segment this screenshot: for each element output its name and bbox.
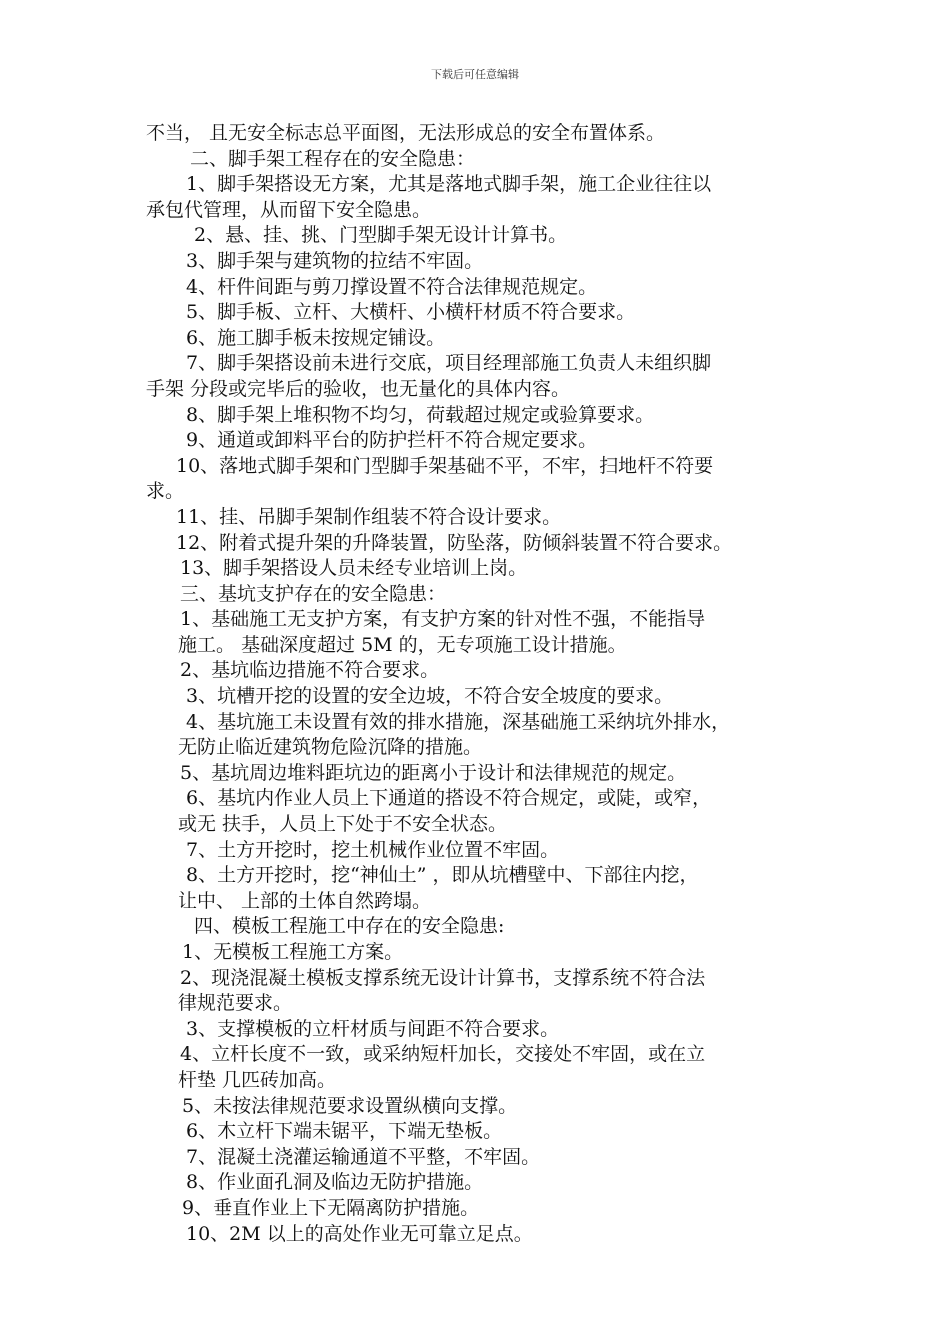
- text-line: 律规范要求。: [178, 992, 293, 1015]
- text-line: 不当， 且无安全标志总平面图，无法形成总的安全布置体系。: [146, 122, 666, 144]
- text-line: 10、落地式脚手架和门型脚手架基础不平，不牢，扫地杆不符要: [176, 454, 714, 477]
- text-line: 4、基坑施工未设置有效的排水措施，深基础施工采纳坑外排水，: [186, 710, 731, 733]
- text-line: 8、作业面孔洞及临边无防护措施。: [186, 1171, 484, 1194]
- text-line: 让中、 上部的土体自然跨塌。: [178, 889, 432, 912]
- text-line: 4、杆件间距与剪刀撑设置不符合法律规范规定。: [186, 275, 598, 298]
- text-line: 9、垂直作业上下无隔离防护措施。: [182, 1196, 480, 1219]
- section-heading: 三、基坑支护存在的安全隐患：: [180, 582, 447, 605]
- text-line: 手架 分段或完毕后的验收，也无量化的具体内容。: [146, 377, 571, 400]
- section-heading: 二、脚手架工程存在的安全隐患：: [190, 147, 476, 170]
- document-body: [0, 121, 950, 1247]
- text-line: 杆垫 几匹砖加高。: [178, 1068, 337, 1091]
- page-header: 下载后可任意编辑: [431, 68, 519, 81]
- text-line: 3、支撑模板的立杆材质与间距不符合要求。: [186, 1017, 560, 1040]
- text-line: 求。: [146, 480, 185, 503]
- text-line: 8、脚手架上堆积物不均匀，荷载超过规定或验算要求。: [186, 403, 655, 426]
- text-line: 无防止临近建筑物危险沉降的措施。: [178, 736, 483, 759]
- text-line: 8、土方开挖时，挖“神仙土” ，即从坑槽壁中、下部往内挖，: [186, 864, 699, 887]
- text-line: 4、立杆长度不一致，或采纳短杆加长，交接处不牢固，或在立: [180, 1043, 706, 1066]
- text-line: 7、混凝土浇灌运输通道不平整，不牢固。: [186, 1145, 541, 1168]
- text-line: 2、基坑临边措施不符合要求。: [180, 659, 440, 682]
- text-line: 6、基坑内作业人员上下通道的搭设不符合规定，或陡，或窄，: [186, 787, 712, 810]
- text-line: 10、2M 以上的高处作业无可靠立足点。: [186, 1222, 533, 1245]
- text-line: 3、坑槽开挖的设置的安全边坡，不符合安全坡度的要求。: [186, 685, 674, 708]
- text-line: 12、附着式提升架的升降装置，防坠落，防倾斜装置不符合要求。: [176, 531, 733, 554]
- text-line: 施工。 基础深度超过 5M 的，无专项施工设计措施。: [178, 633, 627, 656]
- text-line: 11、挂、吊脚手架制作组装不符合设计要求。: [176, 505, 562, 528]
- text-line: 13、脚手架搭设人员未经专业培训上岗。: [180, 557, 528, 580]
- text-line: 1、无模板工程施工方案。: [182, 941, 404, 963]
- text-line: 3、脚手架与建筑物的拉结不牢固。: [186, 249, 484, 272]
- text-line: 承包代管理，从而留下安全隐患。: [146, 198, 432, 221]
- text-line: 9、通道或卸料平台的防护拦杆不符合规定要求。: [186, 429, 598, 452]
- text-line: 2、悬、挂、挑、门型脚手架无设计计算书。: [194, 224, 568, 247]
- section-heading: 四、模板工程施工中存在的安全隐患:: [194, 915, 505, 938]
- text-line: 5、脚手板、立杆、大横杆、小横杆材质不符合要求。: [186, 301, 636, 324]
- text-line: 1、基础施工无支护方案，有支护方案的针对性不强，不能指导: [180, 608, 706, 631]
- text-line: 6、木立杆下端未锯平，下端无垫板。: [186, 1120, 503, 1143]
- text-line: 2、现浇混凝土模板支撑系统无设计计算书，支撑系统不符合法: [180, 966, 706, 989]
- text-line: 5、未按法律规范要求设置纵横向支撑。: [182, 1094, 518, 1117]
- text-line: 5、基坑周边堆料距坑边的距离小于设计和法律规范的规定。: [180, 761, 687, 784]
- text-line: 或无 扶手，人员上下处于不安全状态。: [178, 813, 508, 836]
- text-line: 1、脚手架搭设无方案，尤其是落地式脚手架，施工企业往往以: [186, 173, 712, 196]
- text-line: 7、脚手架搭设前未进行交底，项目经理部施工负责人未组织脚: [186, 352, 712, 375]
- text-line: 7、土方开挖时，挖土机械作业位置不牢固。: [186, 838, 560, 861]
- text-line: 6、施工脚手板未按规定铺设。: [186, 326, 446, 349]
